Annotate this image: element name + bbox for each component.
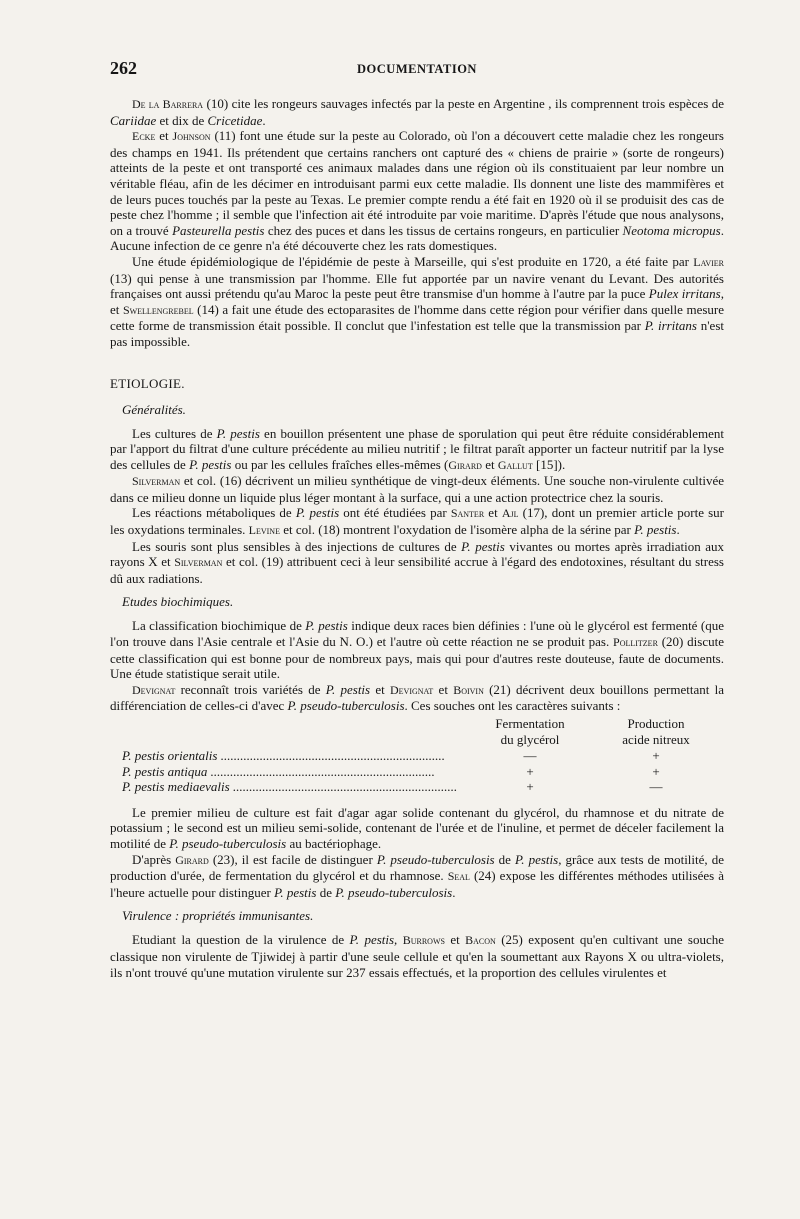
taxon: P. pestis bbox=[461, 538, 505, 554]
subheading-generalites: Généralités. bbox=[122, 401, 186, 417]
paragraph-premier-milieu bbox=[110, 805, 724, 852]
taxon: P. irritans bbox=[644, 318, 697, 334]
text: n'est pas impossible. bbox=[110, 318, 724, 349]
author-name: Boivin bbox=[453, 682, 484, 697]
page-number: 262 bbox=[110, 58, 137, 78]
column-header-fermentation bbox=[475, 716, 585, 747]
page-header bbox=[110, 58, 724, 82]
subheading-virulence: Virulence : propriétés immunisantes. bbox=[122, 908, 314, 924]
taxon: P. pestis bbox=[515, 851, 559, 867]
row-label: P. pestis orientalis ..................................................................... bbox=[122, 748, 445, 763]
author-name: Silverman bbox=[174, 555, 223, 570]
text: . bbox=[676, 522, 680, 538]
text: ou par les cellules fraîches elles-mêmes ( bbox=[231, 456, 449, 472]
taxon: P. pestis bbox=[216, 425, 260, 441]
subheading-etudes-biochimiques: Etudes biochimiques. bbox=[122, 594, 234, 610]
row-label: P. pestis mediaevalis ..................................................................... bbox=[122, 779, 458, 795]
author-name: Gallut bbox=[497, 457, 533, 472]
column-header-line: acide nitreux bbox=[622, 731, 690, 747]
author-name: Santer bbox=[450, 506, 485, 521]
table-cell: — bbox=[649, 779, 663, 795]
text: , et bbox=[110, 286, 724, 317]
paragraph-marseille bbox=[110, 254, 724, 350]
text: en bouillon présentent une phase de sporulation qui peut être réduite considérablement par l'apport du filtrat d'une culture précédente au milieu nutritif ; le filtrat paraît apporter un facteur nutritif par la lyse des cellules de bbox=[110, 425, 724, 472]
text: (21) décrivent deux bouillons permettant la différenciation de celles-ci d'avec bbox=[110, 681, 724, 714]
text: Une étude épidémiologique de l'épidémie de peste à Marseille, qui s'est produite en 1720, a été faite par bbox=[132, 253, 694, 269]
text: (25) exposent qu'en cultivant une souche classique non virulente de Tjiwidej à partir d'une seule cellule et qu'en la soumettant aux Rayons X ou ultra-violets, ils n'ont trouvé qu'une mutation virulente sur 237 essais effectués, et la proportion des cellules virulentes et bbox=[110, 932, 725, 980]
author-name: Girard bbox=[175, 852, 209, 867]
taxon: Neotoma micropus bbox=[622, 222, 721, 238]
text: (17), dont un premier article porte sur les oxydations terminales. bbox=[110, 505, 725, 538]
author-name: Seal bbox=[447, 869, 470, 884]
text: (10) cite les rongeurs sauvages infectés par la peste en Argentine , ils comprennent trois espèces de bbox=[203, 96, 725, 111]
author-name: Pollitzer bbox=[613, 635, 658, 650]
text: et bbox=[433, 681, 454, 697]
text: au bactériophage. bbox=[286, 835, 382, 851]
text: [15]). bbox=[532, 456, 566, 472]
column-header-line: du glycérol bbox=[500, 731, 560, 747]
text: (14) a fait une étude des ectoparasites de l'homme dans cette région pour vérifier dans quelle mesure cette forme de transmission était possible. Il conclut que l'infestation est telle que la transmission par bbox=[110, 301, 725, 334]
taxon: P. pseudo-tuberculosis bbox=[287, 698, 405, 714]
text: . bbox=[452, 884, 456, 900]
text: chez des puces et dans les tissus de certains rongeurs, en particulier bbox=[264, 222, 623, 238]
paragraph-classification bbox=[110, 618, 724, 681]
text: . Aucune infection de ce genre n'a été découverte chez les rats domestiques. bbox=[110, 222, 724, 254]
author-name: Devignat bbox=[389, 682, 434, 697]
table-cell: — bbox=[523, 748, 537, 763]
taxon: P. pestis, bbox=[349, 932, 398, 948]
text: et bbox=[155, 128, 173, 144]
text: La classification biochimique de bbox=[132, 618, 306, 634]
paragraph-virulence bbox=[110, 932, 724, 980]
text: (24) expose les différentes méthodes utilisées à l'heure actuelle pour distinguer bbox=[110, 868, 725, 900]
author-name: Lavier bbox=[693, 254, 724, 269]
text: . Ces souches ont les caractères suivants : bbox=[404, 698, 621, 714]
text: Les souris sont plus sensibles à des injections de cultures de bbox=[132, 538, 462, 554]
strain-characteristics-table bbox=[110, 716, 724, 795]
paragraph-cultures bbox=[110, 426, 724, 474]
paragraph-reactions-metaboliques bbox=[110, 505, 724, 538]
section-heading-etiologie: ETIOLOGIE. bbox=[110, 375, 185, 391]
table-row bbox=[110, 748, 724, 764]
text: vivantes ou mortes après irradiation aux rayons X et bbox=[110, 538, 724, 570]
paragraph-souris bbox=[110, 539, 724, 587]
taxon: Pasteurella pestis bbox=[172, 222, 265, 238]
table-cell: + bbox=[526, 779, 534, 795]
taxon: P. pestis bbox=[305, 618, 348, 634]
author-name: Ecke bbox=[132, 129, 156, 144]
taxon: P. pseudo-tuberculosis bbox=[169, 835, 287, 851]
text: de bbox=[494, 851, 515, 867]
text: et col. (19) attribuent ceci à leur sensibilité accrue à l'égard des endotoxines, résultant du stress dû aux radiations. bbox=[110, 554, 724, 586]
author-name: Johnson bbox=[172, 129, 211, 144]
taxon: Cricetidae bbox=[207, 112, 263, 128]
column-header-line: Production bbox=[627, 716, 685, 731]
author-name: Swellengrebel bbox=[122, 302, 194, 317]
author-name: Burrows bbox=[402, 933, 445, 948]
author-name: Ajl bbox=[501, 506, 519, 521]
paragraph-de-la-barrera bbox=[110, 96, 724, 128]
author-name: Girard bbox=[448, 457, 482, 472]
taxon: P. pestis bbox=[634, 522, 677, 538]
text: de bbox=[316, 884, 336, 900]
taxon: P. pestis bbox=[295, 505, 340, 521]
document-page bbox=[110, 58, 724, 980]
row-label: P. pestis antiqua ..................................................................... bbox=[122, 763, 435, 779]
text: ont été étudiées par bbox=[339, 505, 451, 521]
row-label-text: P. pestis orientalis bbox=[122, 748, 218, 763]
text: et bbox=[484, 505, 502, 521]
text: et bbox=[481, 456, 498, 472]
author-name: Devignat bbox=[132, 682, 176, 697]
taxon: P. pseudo-tuberculosis bbox=[376, 851, 495, 867]
table-cell: + bbox=[652, 748, 660, 763]
text: Les réactions métaboliques de bbox=[132, 505, 296, 521]
author-name: Levine bbox=[248, 523, 280, 538]
text: et col. (16) décrivent un milieu synthétique de vingt-deux éléments. Une souche non-virulente cultivée dans ce milieu donne un liquide plus léger montant à la surface, qui a une action protectrice chez la souris. bbox=[110, 473, 724, 505]
taxon: P. pestis bbox=[325, 681, 371, 697]
text: et dix de bbox=[156, 112, 208, 128]
taxon: P. pestis bbox=[189, 456, 232, 472]
row-label-text: P. pestis antiqua bbox=[122, 763, 208, 779]
table-row bbox=[110, 779, 724, 795]
taxon: P. pestis bbox=[274, 884, 317, 900]
text: Le premier milieu de culture est fait d'agar agar solide contenant du glycérol, du rhamnose et du nitrate de potassium ; le second est un milieu semi-solide, contenant de l'urée et de l'inuline, et permet de déceler facilement la motilité de bbox=[110, 804, 724, 851]
text: et bbox=[370, 681, 390, 697]
table-row bbox=[110, 764, 724, 780]
text: D'après bbox=[132, 851, 176, 867]
paragraph-girard bbox=[110, 852, 724, 901]
author-name: Silverman bbox=[132, 474, 181, 489]
text: et col. (18) montrent l'oxydation de l'isomère alpha de la sérine par bbox=[279, 522, 635, 538]
text: et bbox=[444, 932, 466, 948]
text: . bbox=[262, 112, 266, 128]
taxon: P. pseudo-tuberculosis bbox=[335, 884, 453, 900]
text: (23), il est facile de distinguer bbox=[208, 851, 377, 867]
paragraph-ecke-johnson bbox=[110, 128, 724, 254]
text: (20) discute cette classification qui est bonne pour de nombreux pays, mais qui pour d'autres reste douteuse, faute de documents. Une étude statistique serait utile. bbox=[110, 634, 725, 682]
table-cell: + bbox=[652, 763, 660, 779]
running-title: DOCUMENTATION bbox=[357, 62, 477, 76]
paragraph-devignat bbox=[110, 682, 724, 714]
paragraph-silverman-milieu bbox=[110, 473, 724, 505]
table-header-row bbox=[110, 716, 724, 748]
column-header-production bbox=[595, 716, 717, 747]
text: Les cultures de bbox=[132, 425, 217, 441]
text: indique deux races bien définies : l'une où le glycérol est fermenté (que l'on trouve dans l'Asie centrale et l'Asie du N. O.) et l'autre où cette réaction ne se produit pas. bbox=[110, 618, 724, 650]
table-cell: + bbox=[526, 763, 534, 779]
text: Etudiant la question de la virulence de bbox=[132, 932, 350, 948]
column-header-line: Fermentation bbox=[495, 716, 565, 731]
text: (11) font une étude sur la peste au Colorado, où l'on a découvert cette maladie chez les rongeurs des champs en 1941. Ils prétendent que certains ranchers ont capturé des « chiens de prairie » (sorte de rongeurs) atteints de la peste et ont transporté ces animaux malades dans une région où ils constituaient par leur nombre un véritable fléau, afin de les décimer en introduisant parmi eux cette maladie. Ils donnent une liste des mammifères et de leurs puces touchés par la peste au Texas. Le premier compte rendu a été fait en 1920 où il se produisit des cas de peste chez l'homme ; il semble que l'infection ait été introduite par voie maritime. D'après l'étude que nous analysons, on a trouvé bbox=[110, 128, 724, 238]
text: reconnaît trois variétés de bbox=[175, 681, 326, 697]
row-label-text: P. pestis mediaevalis bbox=[122, 779, 230, 795]
author-name: Bacon bbox=[465, 933, 496, 948]
text: , grâce aux tests de motilité, de production d'urée, de fermentation du glycérol et du rhamnose. bbox=[110, 851, 724, 884]
text: (13) qui pense à une transmission par l'homme. Elle fut apportée par un navire venant du Levant. Des autorités françaises ont aussi prétendu qu'au Maroc la peste peut être transmise d'un homme à l'autre par la puce bbox=[110, 270, 724, 302]
taxon: Pulex irritans bbox=[648, 286, 721, 302]
taxon: Cariidae bbox=[110, 112, 157, 128]
author-name: De la Barrera bbox=[132, 97, 204, 111]
